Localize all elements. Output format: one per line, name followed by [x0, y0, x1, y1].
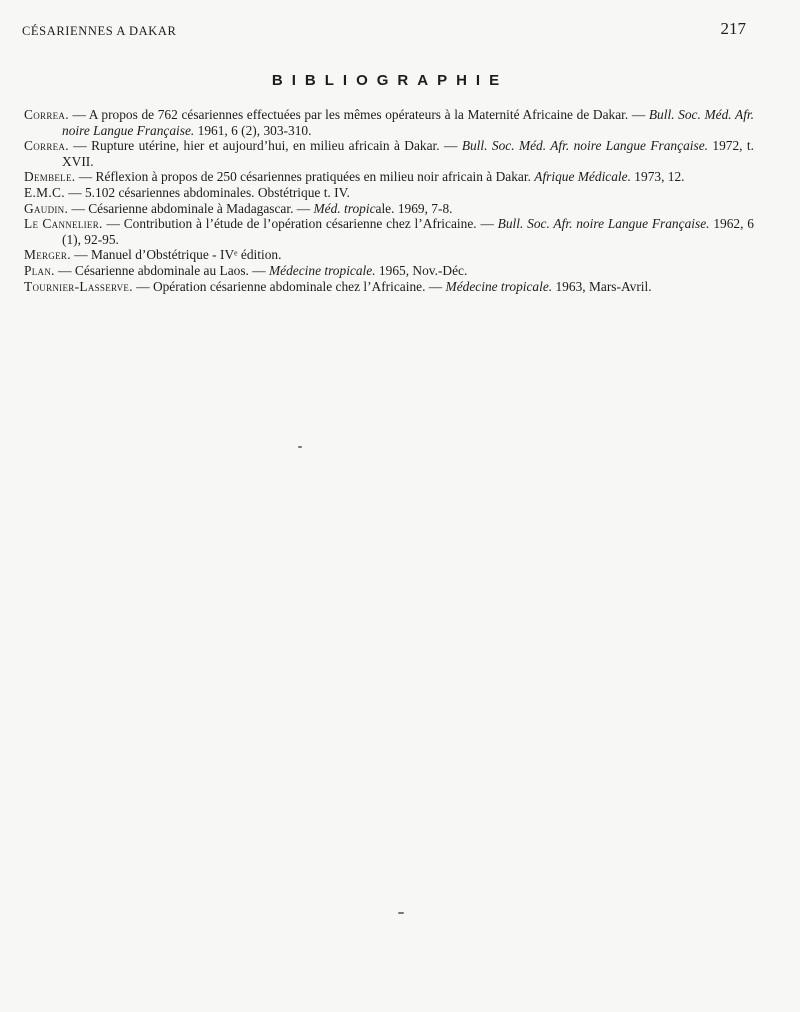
reference-details: 1965, Nov.-Déc.: [375, 262, 468, 278]
reference-details: 1973, 12.: [630, 169, 685, 185]
reference-text: — A propos de 762 césariennes effectuées par les mêmes opérateurs à la Maternité Africaine de Dakar. —: [68, 107, 649, 122]
reference-author: Le Cannelier.: [24, 216, 103, 232]
reference-entry: [24, 263, 754, 279]
reference-author: E.M.C.: [24, 184, 65, 200]
print-speck: [298, 446, 302, 448]
reference-text: — Césarienne abdominale à Madagascar. —: [68, 200, 314, 216]
reference-source: Afrique Médicale.: [534, 169, 631, 185]
running-head: CÉSARIENNES A DAKAR: [22, 24, 177, 38]
reference-source: Bull. Soc. Méd. Afr. noire Langue Française.: [461, 138, 708, 154]
section-title: BIBLIOGRAPHIE: [271, 72, 509, 89]
page-number: 217: [720, 19, 746, 38]
reference-text: — Réflexion à propos de 250 césariennes pratiquées en milieu noir africain à Dakar.: [75, 169, 535, 185]
reference-details: 1972, t. XVII.: [62, 138, 754, 169]
reference-entry: [24, 169, 754, 185]
reference-details: 1963, Mars-Avril.: [552, 278, 652, 294]
reference-entry: [24, 185, 754, 201]
reference-author: Plan.: [24, 262, 55, 278]
reference-author: Correa.: [24, 107, 69, 122]
reference-entry: [24, 201, 754, 217]
reference-source: Méd. tropic: [313, 200, 376, 216]
reference-entry: [24, 216, 754, 247]
print-speck: [398, 912, 404, 914]
reference-text: — 5.102 césariennes abdominales. Obstétrique t. IV.: [64, 184, 350, 200]
reference-details: ale. 1969, 7-8.: [375, 200, 453, 216]
reference-details: 1962, 6 (1), 92-95.: [62, 216, 754, 247]
reference-list: [24, 107, 754, 294]
reference-source: Médecine tropicale.: [445, 278, 553, 294]
reference-text: — Rupture utérine, hier et aujourd’hui, en milieu africain à Dakar. —: [68, 138, 462, 154]
reference-text: — Manuel d’Obstétrique - IVᵉ édition.: [70, 247, 282, 263]
reference-author: Dembele.: [24, 169, 76, 185]
reference-text: — Opération césarienne abdominale chez l’Africaine. —: [132, 278, 446, 294]
reference-source: Bull. Soc. Méd. Afr. noire Langue Française.: [62, 107, 754, 138]
reference-text: — Césarienne abdominale au Laos. —: [54, 262, 269, 278]
reference-author: Tournier-Lasserve.: [24, 278, 133, 294]
reference-details: 1961, 6 (2), 303-310.: [194, 122, 312, 138]
reference-author: Correa.: [24, 138, 69, 154]
reference-entry: [24, 279, 754, 295]
reference-author: Merger.: [24, 247, 71, 263]
reference-entry: [24, 247, 754, 263]
reference-author: Gaudin.: [24, 200, 69, 216]
reference-entry: [24, 107, 754, 138]
reference-source: Médecine tropicale.: [268, 262, 376, 278]
reference-entry: [24, 138, 754, 169]
reference-source: Bull. Soc. Afr. noire Langue Française.: [497, 216, 710, 232]
reference-text: — Contribution à l’étude de l’opération césarienne chez l’Africaine. —: [102, 216, 498, 232]
